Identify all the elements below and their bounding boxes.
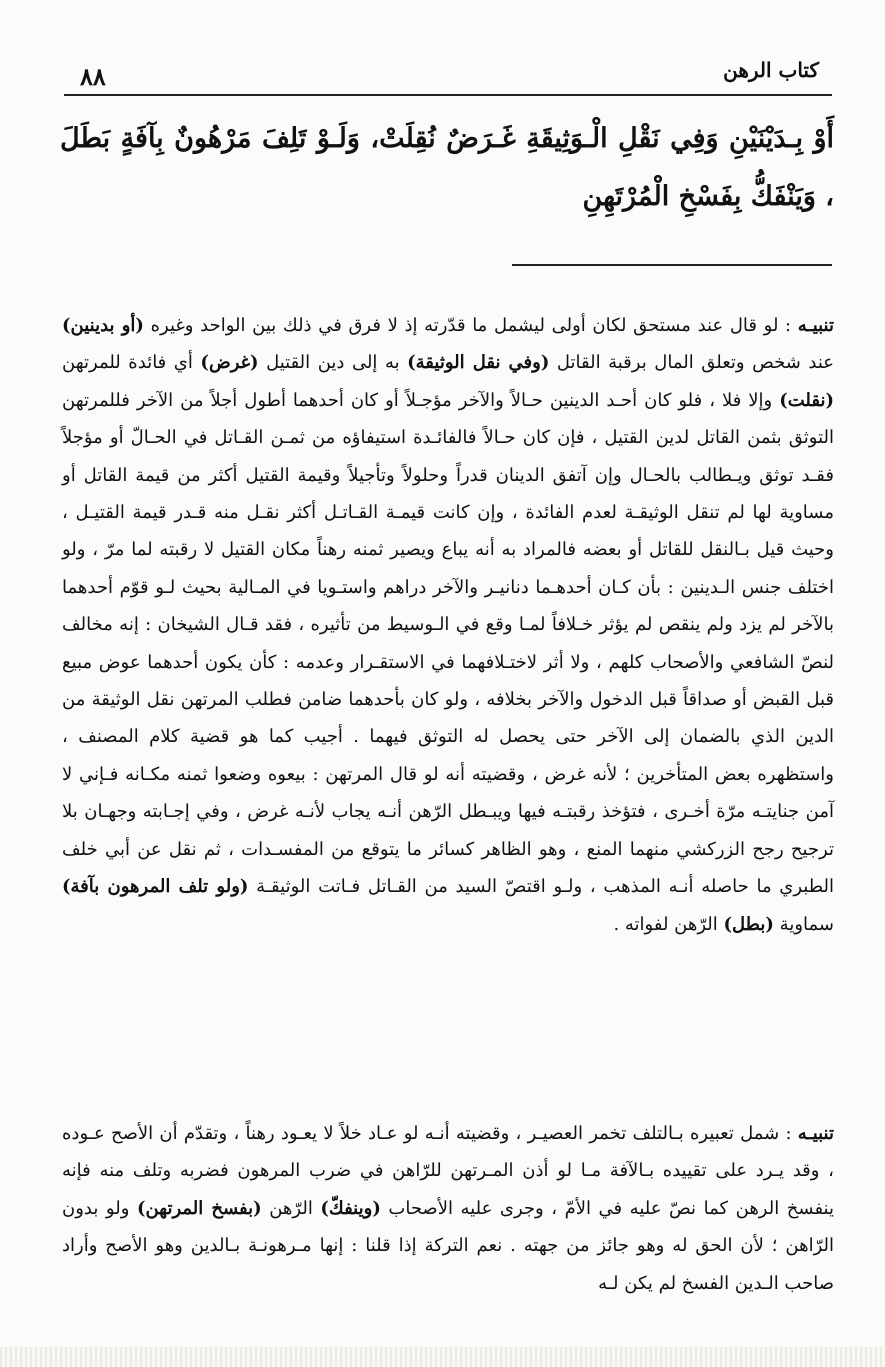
matn-text: أَوْ بِـدَيْنَيْنِ وَفِي نَقْلِ الْـوَثِيقَةِ غَـرَضٌ نُقِلَتْ، وَلَـوْ تَلِفَ مَرْهُونٌ بِآفَةٍ بَطَلَ ، وَيَنْفَكُّ بِفَسْخِ الْمُرْتَهِنِ [60,123,834,212]
commentary-text: وإلا فلا ، فلو كان أحـد الدينين حـالاً والآخر مؤجـلاً أو كان أحدهما أطول أجلاً من الآخر فللمرتهن التوثق بثمن القاتل لدين القتيل ، فإن كان حـالاً فالفائـدة استيفاؤه من ثمـن القـاتل في الحـالّ أو مؤجلاً فقـد توثق ويـطالب بالحـال وإن آتفق الدينان قدراً وحلولاً وتأجيلاً وقيمة القتيل أكثر من قيمة القاتل أو مساوية لها لم تنقل الوثيقـة لعدم الفائدة ، وإن كانت قيمـة القـاتـل أكثر نقـل منه قـدر قيمة القتيـل ، وحيث قيل بـالنقل للقاتل أو بعضه فالمراد به أنه يباع ويصير ثمنه رهناً مكان القتيل لا رقبته لما مرّ ، ولو اختلف جنس الـدينين : بأن كـان أحدهـما دنانيـر والآخر دراهم واستـويا في المـالية بحيث لـو قوّم أحدهما بالآخر لم يزد ولم ينقص لم يؤثر خـلافاً لمـا وقع في الـوسيط من تأثيره ، فقد قـال الشيخان : إنه مخالف لنصّ الشافعي والأصحاب كلهم ، ولا أثر لاختـلافهما في الاستقـرار وعدمه : كأن يكون أحدهما عوض مبيع قبل القبض أو صداقاً قبل الدخول والآخر بخلافه ، ولو كان بأحدهما ضامن فطلب المرتهن نقل الوثيقة من الدين الذي بالضمان إلى الآخر حتى يحصل له التوثق فيهما . أجيب كما هو قضية كلام المصنف ، واستظهره بعض المتأخرين ؛ لأنه غرض ، وقضيته أنه لو قال المرتهن : بيعوه وضعوا ثمنه مكـانه فـإني لا آمن جنايتـه مرّة أخـرى ، فتؤخذ رقبتـه فيها ويبـطل الرّهن أنـه يجاب لأنـه غرض ، وفي إجـابته وجهـان بلا ترجيح رجح الزركشي منهما المنع ، وهو الظاهر كسائر ما يتوقع من المفسـدات ، ثم نقل عن أبي خلف الطبري ما حاصله أنـه المذهب ، ولـو اقتصّ السيد من القـاتل فـاتت الوثيقـة [62,389,834,898]
quoted-matn: (نقلت) [779,389,834,411]
commentary-text: سماوية [773,913,834,935]
quoted-matn: (وفي نقل الوثيقة) [407,352,550,374]
tanbih-label: تنبيـه [797,315,834,336]
commentary-text: ولو بدون الرّاهن ؛ لأن الحق له وهو جائز من جهته . نعم التركة إذا قلنا : إنها مـرهونـة بـالدين وهو الأصح وأراد صاحب الـدين الفسخ لم يكن لـه [62,1197,834,1294]
scan-edge [0,1347,885,1367]
commentary-text: : شمل تعبيره بـالتلف تخمر العصيـر ، وقضيته أنـه لو عـاد خلاً لا يعـود رهناً ، وتقدّم أن الأصح عـوده ، وقد يـرد على تقييده بـالآفة مـا لو أذن المـرتهن للرّاهن في ضرب المرهون فضربه وتلف منه فإنه ينفسخ الرهن كما نصّ عليه في الأمّ ، وجرى عليه الأصحاب [62,1123,834,1219]
page-number: ٨٨ [80,62,106,91]
running-title: كتاب الرهن [723,58,819,82]
commentary-paragraph-1 [62,307,834,943]
commentary-text: الرّهن [261,1197,321,1219]
commentary-text: أي فائدة للمرتهن [62,352,201,374]
quoted-matn: (بطل) [723,913,774,935]
matn-separator [512,264,832,266]
commentary-text: الرّهن لفواته . [613,913,724,935]
commentary-text: : لو قال عند مستحق لكان أولى ليشمل ما قدّرته إذ لا فرق في ذلك بين الواحد وغيره [143,315,798,336]
quoted-matn: (بفسخ المرتهن) [136,1197,262,1219]
commentary-paragraph-2 [62,1115,834,1302]
quoted-matn: (وينفكّ) [320,1197,381,1219]
quoted-matn: (أو بدينين) [62,315,144,336]
commentary-text: به إلى دين القتيل [258,352,408,374]
quoted-matn: (غرض) [200,352,259,374]
commentary-text: عند شخص وتعلق المال برقبة القاتل [549,352,834,374]
quoted-matn: (ولو تلف المرهون بآفة) [62,876,249,898]
tanbih-label: تنبيـه [797,1123,834,1144]
header-rule [64,94,832,96]
